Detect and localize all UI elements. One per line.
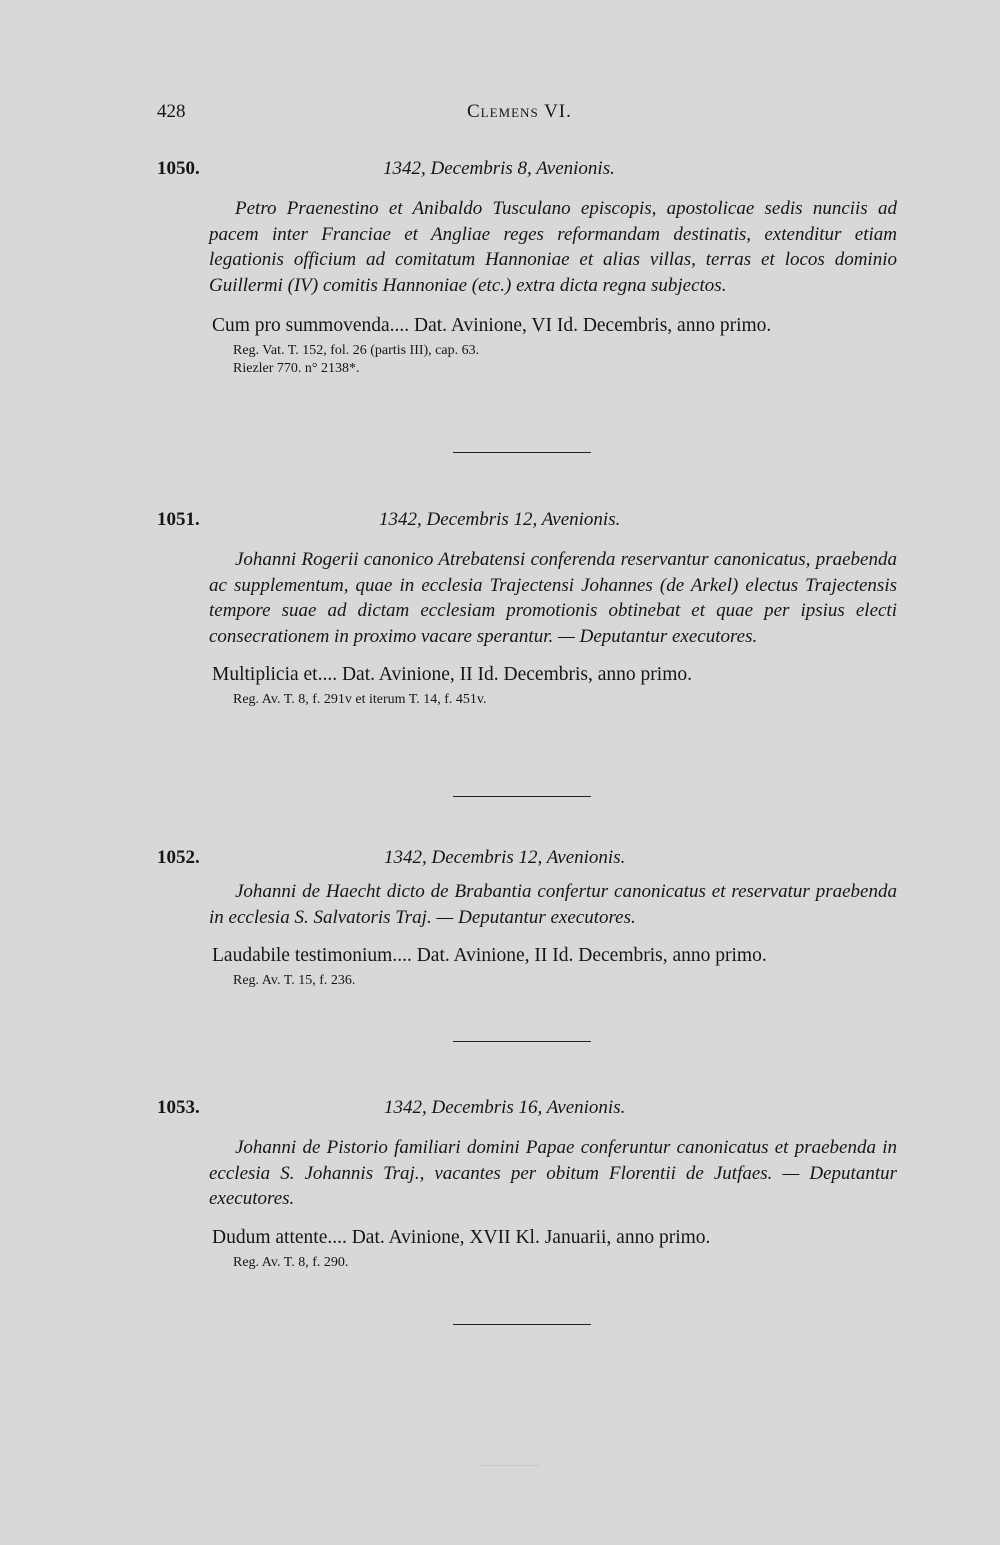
entry-summary: Petro Praenestino et Anibaldo Tusculano episcopis, apostolicae sedis nunciis ad pacem inter Franciae et Angliae reges reformandam destinatis, extenditur etiam legationis officium ad comitatum Hannoniae et alias villas, terras et locos dominio Guillermi (IV) comitis Hannoniae (etc.) extra dicta regna subjectos. bbox=[209, 198, 897, 296]
entry-1053 bbox=[157, 1097, 897, 1272]
entry-date: 1342, Decembris 12, Avenionis. bbox=[379, 509, 621, 530]
entry-1051 bbox=[157, 509, 897, 709]
entry-summary: Johanni de Haecht dicto de Brabantia confertur canonicatus et reservatur praebenda in ecclesia S. Salvatoris Traj. — Deputantur executores. bbox=[209, 881, 897, 928]
entry-heading bbox=[157, 509, 897, 537]
entry-1052 bbox=[157, 847, 897, 990]
page-header bbox=[157, 101, 897, 131]
entry-heading bbox=[157, 847, 897, 875]
page-bleed-mark bbox=[480, 1465, 540, 1474]
page-number: 428 bbox=[157, 101, 186, 122]
entry-number: 1052. bbox=[157, 847, 200, 868]
entry-number: 1050. bbox=[157, 158, 200, 179]
entry-source: Reg. Av. T. 15, f. 236. bbox=[233, 973, 356, 988]
section-divider bbox=[453, 1041, 591, 1042]
running-title: Clemens VI. bbox=[467, 101, 572, 122]
entry-summary: Johanni de Pistorio familiari domini Papae conferuntur canonicatus et praebenda in ecclesia S. Johannis Traj., vacantes per obitum Florentii de Jutfaes. — Deputantur executores. bbox=[209, 1137, 897, 1209]
entry-source: Reg. Vat. T. 152, fol. 26 (partis III), cap. 63. bbox=[233, 343, 480, 358]
entry-date: 1342, Decembris 16, Avenionis. bbox=[384, 1097, 626, 1118]
entry-source: Reg. Av. T. 8, f. 291v et iterum T. 14, f. 451v. bbox=[233, 692, 487, 707]
entry-heading bbox=[157, 158, 897, 186]
entry-incipit: Cum pro summovenda.... Dat. Avinione, VI Id. Decembris, anno primo. bbox=[212, 315, 772, 336]
entry-number: 1053. bbox=[157, 1097, 200, 1118]
entry-incipit: Laudabile testimonium.... Dat. Avinione, II Id. Decembris, anno primo. bbox=[212, 945, 767, 966]
entry-summary: Johanni Rogerii canonico Atrebatensi conferenda reservantur canonicatus, praebenda ac supplementum, quae in ecclesia Trajectensi Johannes (de Arkel) electus Trajectensis tempore suae ad dictam ecclesiam promotionis obtinebat et quae per ipsius electi consecrationem in proximo vacare sperantur. — Deputantur executores. bbox=[209, 549, 897, 647]
entry-source: Reg. Av. T. 8, f. 290. bbox=[233, 1254, 349, 1270]
section-divider bbox=[453, 452, 591, 453]
entry-date: 1342, Decembris 12, Avenionis. bbox=[384, 847, 626, 868]
entry-source: Riezler 770. n° 2138*. bbox=[233, 361, 360, 376]
entry-incipit: Multiplicia et.... Dat. Avinione, II Id. Decembris, anno primo. bbox=[212, 664, 692, 685]
entry-1050 bbox=[157, 158, 897, 378]
entry-number: 1051. bbox=[157, 509, 200, 530]
entry-incipit: Dudum attente.... Dat. Avinione, XVII Kl. Januarii, anno primo. bbox=[212, 1226, 711, 1248]
section-divider bbox=[453, 1324, 591, 1325]
entry-heading bbox=[157, 1097, 897, 1125]
section-divider bbox=[453, 796, 591, 797]
entry-date: 1342, Decembris 8, Avenionis. bbox=[383, 158, 615, 179]
